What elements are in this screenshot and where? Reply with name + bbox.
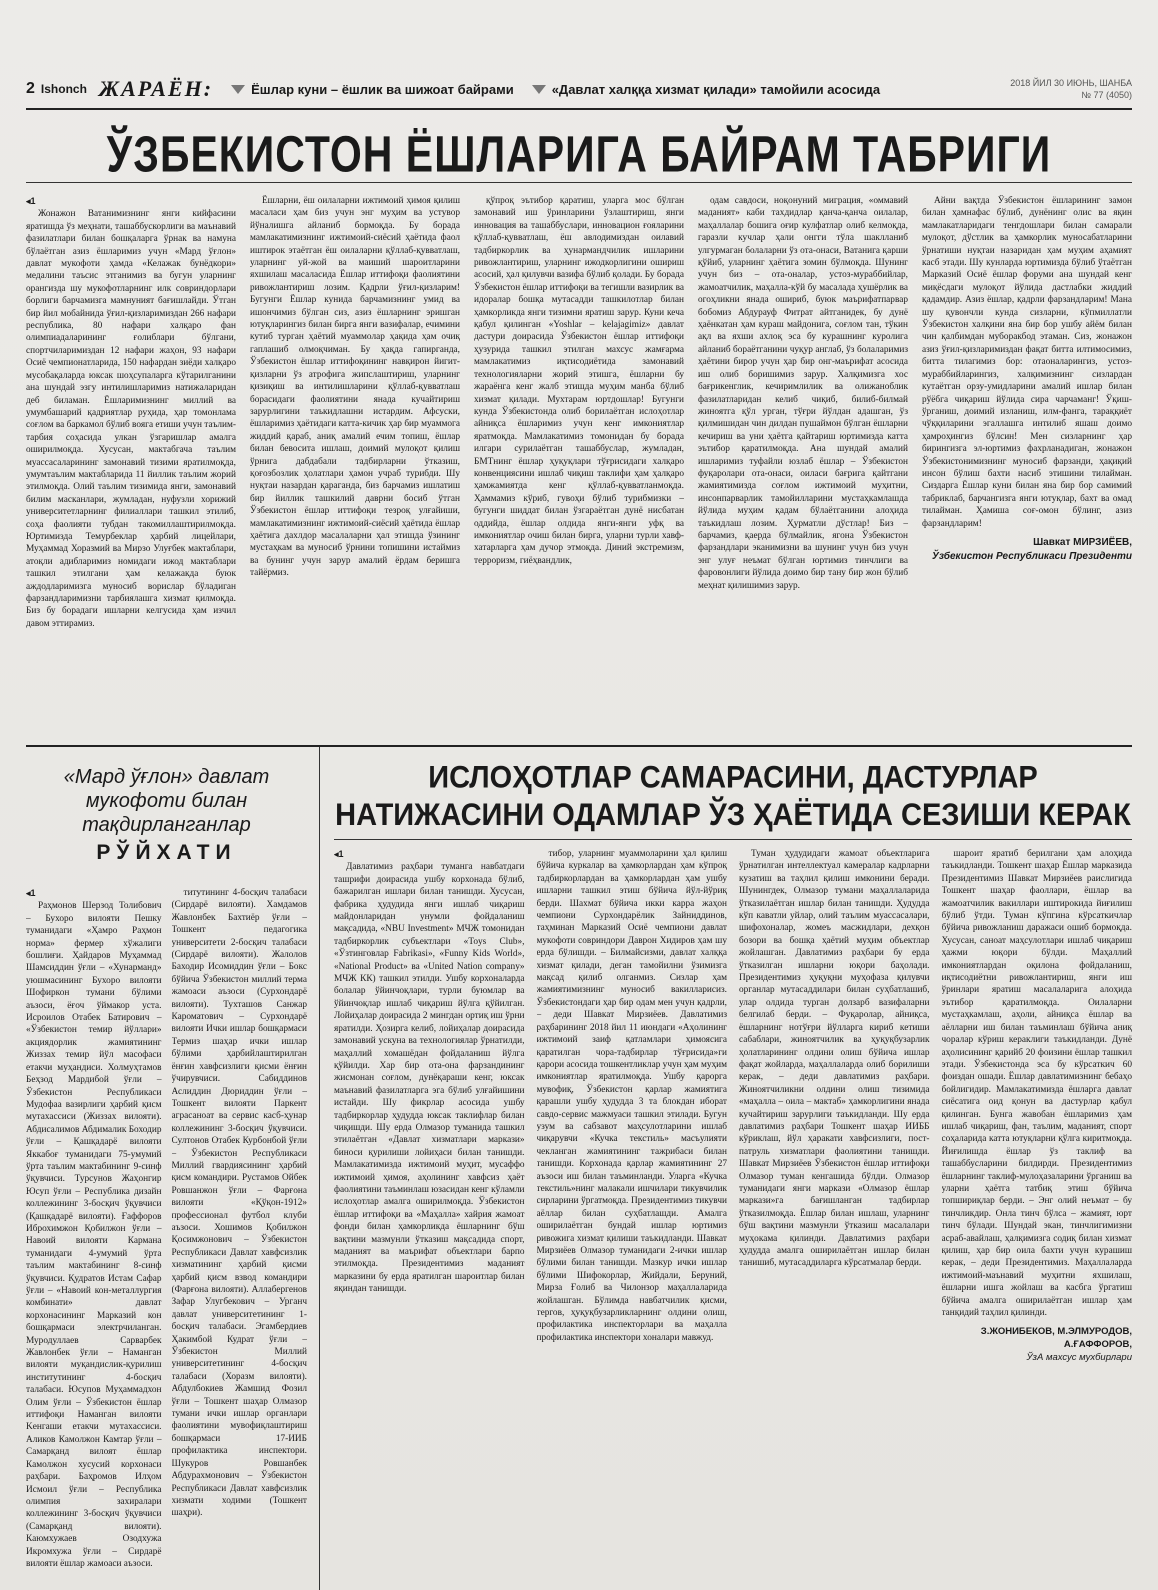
main-headline: ЎЗБЕКИСТОН ЁШЛАРИГА БАЙРАМ ТАБРИГИ	[106, 125, 1052, 183]
reforms-text-3: Туман ҳудудидаги жамоат объектларига ўрнатилган интеллектуал камералар кадрларни кузатиш ва таҳлил қилиш имконини беради. Шунингдек, Олмазор тумани маҳаллаларида ўтказилаётган ишлар билан танишди. Ҳудудда кўп каватли уйлар, олий таълим муассасалари, шифохоналар, жомеъ масжидлари, дехқон бозори ва бошқа ҳаётий муҳим объектлар жойлашган. Давлатимиз раҳбари бу ерда ўтказилган ишларни юқори баҳолади. Президентимиз ҳуқуқни муҳофаза қилувчи органлар мутасаддилари билан суҳбатлашиб, улар олдида турган долзарб вазифаларни белгилаб берди. – Фуқаролар, айниқса, ёшларнинг нотўғри йўлларга кириб кетиши сабаблари, жиноятчилик ва ҳуқуқбузарлик ҳолатларининг олдини олиш бўйича ишлар фақат жойларда, маҳаллаларда олиб борилиши керак, – деди давлатимиз раҳбари. Жиноятчиликни олдини олиш тизимида «маҳалла – оила – мактаб» ҳамкорлигини янада кучайтириш зарурлиги таъкидланди. Шу ерда давлатимиз раҳбари Тошкент шаҳар ИИББ кўриклаш, йўл ҳаракати хавфсизлиги, пост-патруль хизматлари фаолиятини танишди. Шавкат Мирзиёев Ўзбекистон ёшлар иттифоқи Олмазор туман кенгашида бўлди. Олмазор туманидаги янги маркази «Олмазор ёшлар маркази»га бағишланган тадбирлар ўтказилмоқда. Ёшлар билан ишлаш, уларнинг бўш вақтини мазмунли ўтказиш масалалари муҳокама қилинди. Давлатимиз раҳбари ҳудудда амалга оширилаётган ишлар билан танишиб, мутасаддиларга кўрсатмалар берди.	[739, 849, 930, 1269]
triangle-down-icon	[231, 85, 245, 94]
reforms-text-1: Давлатимиз раҳбари туманга навбатдаги ташрифи доирасида ушбу корхонада бўлиб, бажарилган ишлари билан танишди. Хусусан, фабрика ҳудудида янги ишлаб чиқариш майдонларидан унумли фойдаланиш мақсадида, «NBU Investment» МЧЖ томонидан тадбиркорлик субъектлари «Toys Club», «Ўзтинговлар Fabrikasi», «Funny Kids World», «National Product» ва «United Nation company» МЧЖ КК) ташкил этилди. Ушбу корхоналарда болалар ўйинчоқлари, турли буюмлар ва ўйинчоқлар ишлаб чиқариш йўлга қўйилган. Лойиҳалар доирасида 2 мингдан ортиқ иш ўрни яратилди. Ҳозирга келиб, лойиҳалар доирасида замонавий ускуна ва технологиялар ўрнатилди, маҳаллий хомашёдан фойдаланиш йўлга қўйилди. Хар бир ота-она фарзандининг жисмонан соғлом, дунёқараши кенг, юксак маънавий фазилатларга эга бўлиб улғайишини истайди. Шу фикрлар асосида ушбу тадбиркорлар ҳудудда юксак таклифлар билан чиқишди. Шу ерда Олмазор туманида ташкил этилаётган «Давлат хизматлари маркази» биноси қурилиши лойиҳаси билан танишди. Мамлакатимизда ижтимоий муҳит, мусаффо ижтимоий ҳимоя, аҳолининг хавфсиз ҳаёт фаолиятини таъминлаш юзасидан кенг кўламли ислоҳотлар амалга оширилмоқда. Ўзбекистон ёшлар иттифоқи ва «Маҳалла» хайрия жамоат фонди билан ҳамкорликда ёшларнинг бўш вақтини мазмунли ўтказиш мақсадида спорт, маданият ва маърифат объектлари барпо этилмоқда. Президентимиз маданият марказини бу ерда яратилган шароитлар билан яқиндан танишди.	[334, 862, 525, 1295]
main-article-text-3: қўпроқ эътибор қаратиш, уларга мос бўлган замонавий иш ўринларини ўзлаштириш, янги инновация ва ташаббуслари, инновацион ғояларини қўллаб-қувватлаш, ёш авлодимиздан оилавий тадбиркорлик ва ҳунармандчилик ишларини ривожлантириш, уларнинг ижодкорлигини ошириш асосий, ҳал қилувчи вазифа бўлиб қолади. Бу борада Ўзбекистон ёшлар иттифоқи ва тегишли вазирлик ва идоралар бошқа мутасадди ташкилотлар билан ҳамкорликда янги тизимни яратиш зарур. Куни кеча қабул қилинган «Yoshlar – kelajagimiz» давлат дастури доирасида Ўзбекистон ёшлар иттифоқи ҳузурида ташкил этилган махсус жамғарма мамлакатимиз иқтисодиётида замонавий технологияларни жорий этишга, ёшларни бу жараёнга кенг жалб этишда муҳим манба бўлиб хизмат қилади. Мухтарам юртдошлар! Бугунги кунда Ўзбекистонда олиб борилаётган ислоҳотлар айниқса ёшларимиз учун кенг имкониятлар яратмоқда. Мамлакатимиз томонидан бу борада илгари сурилаётган ташаббуслар, жумладан, БМТнинг ёшлар ҳуқуқлари тўғрисидаги халқаро конвенциясини ишлаб чиқиш таклифи ҳам ҳалқаро ҳамжамиятда кенг қўллаб-қувватланмоқда. Ҳаммамиз кўриб, гувоҳи бўлиб турибмизки – бугунги шиддат билан ўзгараётган дунё нисбатан оддийда, ёшлар олдида янги-янги уфқ ва имкониятлар очиш билан бирга, уларни турли хавф-хатарларга ҳам дучор этмоқда. Диний экстремизм, терроризм, гиёҳвандлик,	[474, 196, 684, 566]
byline	[942, 1325, 1133, 1364]
main-article-column-4	[698, 195, 908, 735]
award-list-subtitle: РЎЙХАТИ	[96, 841, 237, 864]
main-article-text-2: Ёшларни, ёш оилаларни ижтимоий ҳимоя қилиш масаласи ҳам биз учун энг муҳим ва устувор йўналишга айланиб бормоқда. Бу борада мамлакатимизнинг ижтимоий-сиёсий ҳаётида фаол иштирок этаётган ёш оилаларни қўллаб-қувватлаш, уларнинг уй-жой ва маиший шароитларини яхшилаш масаласида Ёшлар иттифоқи фаолиятини ривожлантириш лозим. Қадрли ўғил-қизларим! Бугунги Ёшлар кунида барчамизнинг умид ва ишончимиз бўлган сиз, азиз ёшларнинг эришган ютуқларингиз билан бирга янги вазифалар, ечимини кутиб турган ҳаётий муаммолар ҳақида ҳам очиқ гаплашиб олмоқчиман. Бу ҳақда гапирганда, Ўзбекистон ёшлар иттифоқининг навқирон йигит-қизларни ўз атрофига жипслаштириш, уларнинг қизиқиш ва интилишларини қўллаб-қувватлаш борасидаги фаолиятини янада кучайтириш зарурлигини таъкидлашни истардим. Афсуски, ёшларимиз ҳаётидаги катта-кичик ҳар бир муаммога жиддий қараб, аниқ амалий ечим топиш, ёшлар билан бевосита ишлаш, доимий мулоқот қилиш ўрнига дабдабали тадбирларни ўтказиш, қоғозбозлик ҳолатлари ҳамон учраб турибди. Шу нуқтаи назардан қараганда, биз барчамиз ишлатиш бир йиллик ташкилий даврни босиб ўтган Ўзбекистон ёшлар иттифоқи тезроқ улғайиши, мамлакатимизнинг ижтимоий-сиёсий ҳаётида ёшлар ҳаётига дахлдор масалаларни ҳал этишда ўзининг мустаҳкам ва муносиб ўрнини топишини истаймиз ва бунинг учун зарур амалий ёрдам беришга тайёрмиз.	[250, 196, 460, 579]
award-list-article	[26, 747, 320, 1590]
issue-date: 2018 ЙИЛ 30 ИЮНЬ, ШАНБА	[1010, 78, 1132, 88]
main-article-text-4: одам савдоси, ноқонуний миграция, «оммавий маданият» каби тахдидлар қанча-қанча оилалар, маҳаллалар бошига оғир кулфатлар олиб келмоқда, гаразли кучлар ҳали онгги тўла шаклланиб улгурмаган болаларни ўз ота-онаси, Ватанига қарши қўйиб, уларнинг ҳаётига зомин бўлмоқда. Шунинг учун биз – ота-оналар, устоз-мураббийлар, жамоатчилик, маҳалла-кўй бу масалада ҳушёрлик ва огоҳликни янада ошириб, буюк маърифатпарвар бобомиз Абдурауф Фитрат айтганидек, бу дунё ҳаёнкатан ҳам кураш майдонига, соғлом тан, тўкин ақл ва яхши ахлоқ эса бу курашнинг куролига айланиб бораётганини чуқур англаб, ўз болаларимиз ҳаётини бирор учун ҳар бир онг-маърифат асосида иш олиб боришимиз зарур. Халқимизга хос бағрикенглик, кечиримлилик ва олижаноблик фазилатларидан келиб чиқиб, билиб-билмай жиноятга қўл урган, тўғри йўлдан адашган, ўз қилмишидан чин дилдан пушаймон бўлган ёшларни кечириш ва уни ҳаётга қайтариш юртимизда катта эътибор қаратилмоқда. Ана шундай амалий ишларимиз туфайли юзлаб ёшлар – Ўзбекистон фуқаролари ота-онаси, оиласи бағрига қайтгани жамиятимизда соғлом ижтимоий муҳитни, инсонпарварлик тамойилларини мустаҳкамлашда йўлида муҳим қадам бўлаётганини алоҳида таъкидлаш лозим. Ҳурматли дўстлар! Биз – барчамиз, қаерда бўлмайлик, ягона Ўзбекистон фарзандлари эканимизни ва шунинг учун биз учун энг улуғ неъмат бўлган юртимиз тинчлиги ва фаровонлиги йўлида доимо бир тану бир жон бўлиб меҳнат қилишимиз зарур.	[698, 196, 908, 591]
reforms-title: ИСЛОҲОТЛАР САМАРАСИНИ, ДАСТУРЛАР НАТИЖАСИНИ ОДАМЛАР ЎЗ ҲАЁТИДА СЕЗИШИ КЕРАК	[335, 760, 1131, 833]
reforms-column-3	[739, 848, 930, 1578]
rubric-2	[532, 82, 880, 97]
signature-role: Ўзбекистон Республикаси Президенти	[932, 550, 1132, 562]
page-number: 2	[26, 80, 35, 97]
reforms-article	[320, 747, 1132, 1590]
issue-number: № 77 (4050)	[1081, 90, 1132, 100]
rubric-1	[231, 82, 514, 97]
issue-info	[1010, 77, 1132, 101]
lower-section	[26, 745, 1132, 1590]
reforms-column-2	[537, 848, 728, 1578]
award-list-column-2	[172, 887, 308, 1590]
reforms-body	[334, 848, 1132, 1578]
reforms-text-2: тибор, уларнинг муаммоларини ҳал қилиш бўйича куркалар ва ҳамкорлардан ҳам кўпроқ тадбиркорлардан ва ҳамкорлардан ҳам ушбу ишларни ташкил этиш бўйича йўл-йўриқ берди. Шахмат бўйича икки карра жаҳон чемпиони Сурхондарёлик Зайниддинов, таҳминан Марказий Осиё чемпиони давлат мукофоти совриндори Даврон Хидиров ҳам шу ерда бўлишди. – Билмайсизми, давлат халққа хизмат қилади, деган тамойилни ўзимизга мақсад қилиб олганмиз. Сизлар ҳам жамиятимизнинг муносиб вакилларисиз. Ўзбекистондаги ҳар бир одам мен учун қадрли, – деди Шавкат Мирзиёев. Давлатимиз раҳбарининг 2018 йил 11 июндаги «Аҳолининг ижтимоий заиф қатламлари ҳимоясига қаратилган чора-тадбирлар тўғрисида»ги қарори асосида тошкентликлар учун ҳам муҳим имкониятлар яратилмоқда. Ушбу қарорга мувофиқ, Ўзбекистон қарлар жамиятига қарашли ушбу ҳудудда 3 та блокдан иборат савдо-сервис мажмуаси ташкил этилади. Бугун узум ва сабзавот маҳсулотларини ишлаб чиқарувчи «Кучка текстиль» масъулияти чекланган жамиятининг тажрибаси билан танишди. Корхонада қарлар жамиятининг 27 аъзоси иш билан таъминланди. Уларга «Кучка текстиль»нинг малакали ишчилари тикувчилик сирларини ўргатмоқда. Президентимиз тикувчи аёллар билан суҳбатлашди. Амалга оширилаётган бундай ишлар юртимиз ривожига хизмат қилиши таъкидланди. Шавкат Мирзиёев Олмазор туманидаги 2-ички ишлар бўлими билан танишди. Мазкур ички ишлар бўлими Шифокорлар, Жийдали, Беруний, Мирза Ғолиб ва Чилонзор маҳаллаларида жойлашган. Бўлимда навбатчилик қисми, тергов, ҳуқуқбузарликларнинг олдини олиш, профилактика инспекторлари ва маҳалла профилактика инспектори хоналари мавжуд.	[536, 849, 727, 1343]
signature	[922, 536, 1132, 564]
paragraph-marker-icon: ◂1	[334, 849, 344, 859]
main-article-column-5	[922, 195, 1132, 735]
paragraph-marker-icon: ◂1	[26, 196, 36, 206]
section-title: ЖАРАЁН:	[98, 76, 214, 101]
page-header	[26, 70, 1132, 110]
triangle-down-icon	[532, 85, 546, 94]
divider	[334, 839, 1132, 840]
award-list-text-2: титутининг 4-босқич талабаси (Сирдарё вилояти). Хамдамов Жавлонбек Бахтиёр ўғли – Тошкент педагогика университети 2-босқич талабаси (Сирдарё вилояти). Жалолов Баходир Исомиддин ўғли – Бокс бўйича Ўзбекистон миллий терма жамоаси аъзоси (Сурхондарё вилояти). Тухташов Санжар Кароматович – Сурхондарё вилояти Ички ишлар бошқармаси Термиз шаҳар ички ишлар бўлими ҳарбийлаштирилган ёнғин хавфсизлиги қисми ёнғин ўчирувчиси. Сабиддинов Аслиддин Дюриддин ўғли – Тошкент вилояти Паркент аграсаноат ва сервис касб-ҳунар коллежининг 3-босқич ўқувчиси. Султонов Отабек Курбонбой ўғли – Ўзбекистон Республикаси Миллий гвардиясининг ҳарбий қисм командири. Рустамов Ойбек Ровшанжон ўғли – Фарғона вилояти «Қўқон-1912» профессионал футбол клуби аъзоси. Хошимов Қобилжон Қосимжонович – Ўзбекистон Республикаси Давлат хавфсизлик хизматининг ҳарбий қисми ҳарбий қисм взвод командири (Фарғона вилояти). Аллабергенов Зафар Улугбекович – Урганч давлат университетининг 1-босқич талабаси. Эгамбердиев Ҳакимбой Кудрат ўғли – Ўзбекистон Миллий университетининг 4-босқич талабаси (Хоразм вилояти). Абдулбокиев Жамшид Фозил ўғли – Тошкент шаҳар Олмазор тумани ички ишлар органлари фаолиятини мувофиқлаштириш бошқармаси 17-ИИБ профилактика инспектори. Шукуров Ровшанбек Абдурахмонович – Ўзбекистон Республикаси Давлат хавфсизлик хизмати ходими (Тошкент шаҳри).	[171, 888, 307, 1519]
paper-name: Ishonch	[40, 82, 87, 96]
byline-note: ЎзА махсус мухбирлари	[1026, 1352, 1132, 1364]
rubric-2-label: «Давлат халққа хизмат қилади» тамойили асосида	[551, 81, 881, 97]
main-article-column-1	[26, 195, 236, 735]
main-article-body	[26, 195, 1132, 735]
paragraph-marker-icon: ◂1	[26, 888, 36, 898]
reforms-column-1	[334, 848, 525, 1578]
rubric-1-label: Ёшлар куни – ёшлик ва шижоат байрами	[251, 81, 514, 97]
award-list-column-1	[26, 887, 162, 1590]
reforms-text-4: шароит яратиб берилгани ҳам алоҳида таъкидланди. Тошкент шаҳар Ёшлар марказида Президентимиз Шавкат Мирзиёев раислигида Тошкент шаҳар фаоллари, ёшлар ва жамоатчилик вакиллари иштирокида йиғилиш бўлиб ўтди. Туман кўпгина кўрсаткичлар бўйича ривожланиш даражаси ошиб бормоқда. Хусусан, саноат маҳсулотлари ишлаб чиқариш ҳажми юқори бўлди. Маҳаллий имкониятлардан оқилона фойдаланиш, иқтисодиётни ривожлантириш, янги иш ўринлари яратиш масалаларига алоҳида эътибор қаратилмоқда. Оилаларни мустаҳкамлаш, аҳоли, айниқса ёшлар ва аёлларни иш билан таъминлаш бўйича аниқ чоралар кўриш кераклиги таъкидланди. Дунё аҳолисининг қарийб 20 фоизини ёшлар ташкил этади. Ўзбекистонда эса бу кўрсаткич 60 фоиздан ошади. Ёшлар давлатимизнинг бебаҳо бойлигидир. Мамлакатимизда ёшларга давлат сиёсатига оид қонун ва дастурлар қабул қилинган. Бунга жавобан ёшларимиз ҳам ишлаб чиқариш, фан, таълим, маданият, спорт соҳаларида катта ютуқларни қўлга киритмоқда. Йиғилишда ёшлар ўз таклиф ва ташаббусларини билдирди. Президентимиз ёшларнинг таклиф-мулоҳазаларини ўрганиш ва уларни ҳаётга татбиқ этиш бўйича топшириқлар берди. – Энг олий неъмат – бу тинчликдир. Онла тинч бўлса – жамият, юрт тинч бўлади. Шундай экан, тинчлигимизни асраб-авайлаш, ҳалқимизга содиқ билан хизмат қилиш, ҳар бир оила бахти учун курашиш керак, – деди Президентимиз. Маҳаллаларда ижтимоий-маънавий муҳитни яхшилаш, ёшларни ишга жойлаш ва касбга ўргатиш бўйича амалга оширилаётган ишлар ҳам танқидий таҳлил қилинди.	[941, 849, 1132, 1319]
byline-names: З.ЖОНИБЕКОВ, М.ЭЛМУРОДОВ, А.ҒАФФОРОВ,	[980, 1326, 1132, 1351]
reforms-column-4	[942, 848, 1133, 1578]
award-list-title: «Мард ўғлон» давлат мукофоти билан тақдирланганлар	[63, 766, 270, 836]
signature-name: Шавкат МИРЗИЁЕВ,	[1033, 536, 1132, 548]
award-list-text-1: Раҳмонов Шерзод Толибович – Бухоро вилояти Пешку туманидаги «Ҳамро Раҳмон норма» фермер хўжалиги бошлиғи. Ҳайдаров Муҳаммад Шамсиддин ўғли – «Хунарманд» уюшмасининг Бухоро вилояти Шофиркон тумани бўлими аъзоси, ёғоч ўймакор уста. Исроилов Отабек Батирович – «Ўзбекистон темир йўллари» акциядорлик жамиятининг Жиззах темир йўл масофаси етакчи муҳандиси. Холмуҳтамов Беҳзод Мардибой ўғли – Ўзбекистон Республикаси Мудофаа вазирлиги ҳарбий қисм мутахассиси (Жиззах вилояти). Абдисалимов Абдималик Боходир ўғли – Қашқадарё вилояти Яккабоғ туманидаги 75-умумий ўрта таълим мактабининг 9-синф ўқувчиси. Турсунов Жаҳонгир Юсуп ўғли – Республика дизайн коллежининг 3-босқич ўқувчиси (Қашқадарё вилояти). Ғаффоров Иброхимжон Қобилжон ўғли – Навоий вилояти Кармана туманидаги 4-умумий ўрта таълим мактабининг 8-синф ўқувчиси. Қудратов Истам Сафар ўғли – «Навоий кон-металлургия комбинати» давлат корхонасининг Марказий кон бошқармаси электрчиланган. Муродуллаев Сарварбек Жавлонбек ўғли – Наманган вилояти муқандислик-қурилиш институтининг 4-босқич талабаси. Юсупов Муҳаммадхон Олим ўғли – Ўзбекистон ёшлар иттифоқи Наманган вилояти Kенгаши етакчи мутахассиси. Аликов Камолжон Камтар ўғли – Самарқанд вилоят ёшлар Камолжон хусусий корхонаси раҳбари. Баҳромов Илҳом Исмоил ўғли – Республика олимпия захиралари коллежининг 3-босқич ўқувчиси (Самарқанд вилояти). Каюмхужаев Озодхужа Икромхужа ўғли – Сирдарё вилояти ёшлар жамоаси аъзоси.	[26, 901, 162, 1569]
main-article-text-5: Айни вақтда Ўзбекистон ёшларининг замон билан ҳамнафас бўлиб, дунёнинг олис ва яқин мамлакатларидаги тенгдошлари билан самарали мулоқот, дўстлик ва ҳамкорлик муносабатларини ўрнатиши нуқтаи назаридан ҳам муҳим аҳамият касб этади. Шу кунларда юртимизда бўлиб ўтаётган Марказий Осиё ёшлар форуми ана шундай кенг миқёсдаги мулоқот йўлида дастлабки жиддий қадамдир. Азиз ёшлар, қадрли фарзандларим! Мана шу қувончли кунда сизларни, кўпмиллатли Ўзбекистон халқини яна бир бор ушбу айём билан чин қалбимдан муборакбод этаман. Сиз, жонажон азиз ўғил-қизларимиздан фақат битта илтимосимиз, битта тилагимиз бор: отаоналарингиз, устоз-мураббийларингиз, халқимизнинг сизлардан кутаётган орзу-умидларини амалий ишлар билан рўёбга чиқариш йўлида сира чарчаманг! Ўқиш-ўрганиш, доимий изланиш, илм-фанга, тараққиёт чўққиларини эгаллашга интилиб яшаш доимо ҳамроҳингиз бўлсин! Мен сизларнинг ҳар бирингизга эл-юртимиз фахрланадиган, жонажон Ўзбекистонимизнинг муносиб фарзанди, ҳақиқий инсон бўлиш бахти насиб этишини тилайман. Сиздарга Ёшлар куни билан яна бир бор самимий табриклаб, барчангизга янги ютуқлар, бахт ва омад тилайман. Ҳамиша соғ-омон бўлинг, азиз фарзандларим!	[922, 196, 1132, 529]
award-list-body	[26, 887, 307, 1590]
main-article-column-2	[250, 195, 460, 735]
main-article-text-1: Жонажон Ватанимизнинг янги кийфасини яратишда ўз меҳнати, ташаббускорлиги ва маънавий фазилатлари билан бошқаларга ўрнак ва намуна бўлаётган азиз ёшларимиз учун «Мард ўғлон» давлат мукофоти ҳамда «Келажак бунёдкори» медалини таъсис этганимиз ва бугун уларнинг орангизда шу мукофотларнинг илк совриндорлари борлиги барчамизга мамнуният бағишлайди. Ўтган бир йил мобайнида ўғил-қизларимиздан 266 нафари республика, 80 нафари халқаро фан олимпиадаларининг ғолиблари бўлгани, спортчиларимиздан 12 нафари жаҳон, 93 нафари Осиё чемпионатларида, 150 нафардан зиёди халқаро мусобақаларда юксак шоҳсупаларга кўтарилганини ана шундай эзгу интилишларимиз натижаларидан деб биламан. Ёшларимизнинг миллий ва умумбашарий қадриятлар руҳида, ҳар томонлама соғлом ва баркамол бўлиб вояга етиши учун таълим-тарбия соҳасида улкан ўзгаришлар амалга оширилмоқда. Хусусан, мактабгача таълим муассасаларининг замонавий тизими яратилмоқда, умумтаълим мактабларида 11 йиллик таълим жорий этилмоқда. Олий таълим тизимида янги, замонавий билим масканлари, жумладан, нуфузли хорижий университетларнинг филиаллари ташкил этилиб, соҳа фаолияти тубдан такомиллаштирилмоқда. Юртимизда Темурбеклар ҳарбий лицейлари, Муҳаммад Хоразмий ва Мирзо Улуғбек мактаблари, атоқли адибларимиз номидаги ижод мактаблари ташкил этилгани ҳам келажакда буюк аждодларимизга муносиб ворислар бўладиган фарзандларимизни тарбиялашга хизмат қилмоқда. Биз бу борадаги ишларни келгусида ҳам изчил давом эттирамиз.	[26, 209, 236, 629]
main-article-column-3	[474, 195, 684, 735]
